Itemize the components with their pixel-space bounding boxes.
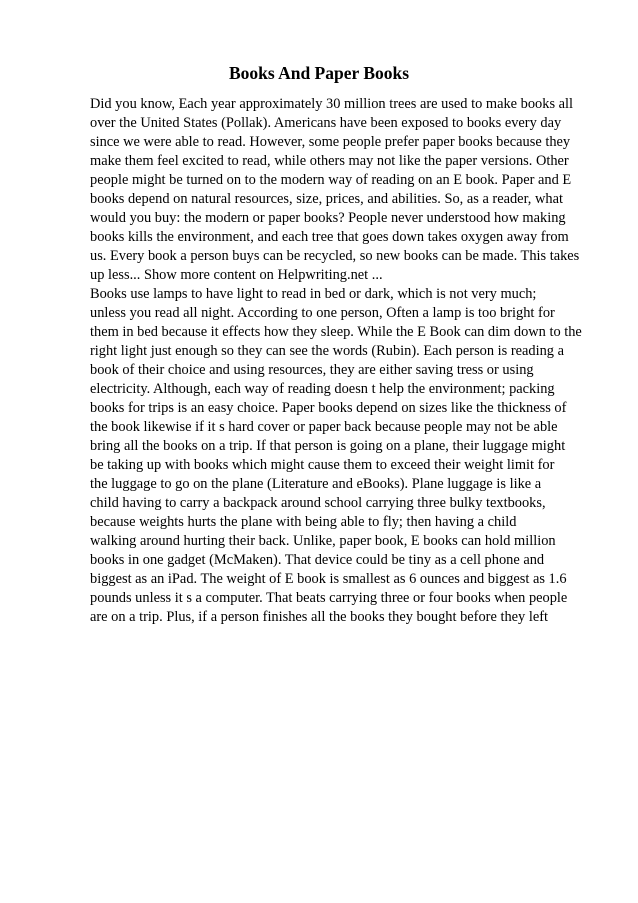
body-line: walking around hurting their back. Unlike, paper book, E books can hold million [90,533,556,549]
body-line: would you buy: the modern or paper books? People never understood how making [90,210,566,226]
body-line: biggest as an iPad. The weight of E book is smallest as 6 ounces and biggest as 1.6 [90,571,567,587]
body-line: unless you read all night. According to one person, Often a lamp is too bright for [90,305,555,321]
body-line: bring all the books on a trip. If that person is going on a plane, their luggage might [90,438,566,454]
body-line: up less... Show more content on Helpwriting.net ... [90,267,383,283]
body-line: are on a trip. Plus, if a person finishes all the books they bought before they left [90,609,548,625]
body-line: Did you know, Each year approximately 30 million trees are used to make books all [90,96,574,112]
body-line: Books use lamps to have light to read in bed or dark, which is not very much; [90,286,537,302]
body-line: the book likewise if it s hard cover or paper back because people may not be able [90,419,558,435]
body-line: books in one gadget (McMaken). That device could be tiny as a cell phone and [90,552,545,568]
body-line: them in bed because it effects how they sleep. While the E Book can dim down to the [90,324,582,340]
body-line: make them feel excited to read, while others may not like the paper versions. Other [90,153,569,169]
body-line: pounds unless it s a computer. That beats carrying three or four books when people [90,590,568,606]
body-line: book of their choice and using resources, they are either saving tress or using [90,362,534,378]
body-line: right light just enough so they can see the words (Rubin). Each person is reading a [90,343,564,359]
body-line: be taking up with books which might cause them to exceed their weight limit for [90,457,555,473]
document-title: Books And Paper Books [228,63,410,83]
body-line: over the United States (Pollak). Americans have been exposed to books every day [90,115,562,131]
body-line: books depend on natural resources, size, prices, and abilities. So, as a reader, what [90,191,563,207]
body-line: the luggage to go on the plane (Literature and eBooks). Plane luggage is like a [90,476,542,492]
body-line: electricity. Although, each way of reading doesn t help the environment; packing [90,381,555,397]
body-line: books for trips is an easy choice. Paper books depend on sizes like the thickness of [90,400,567,416]
body-line: people might be turned on to the modern way of reading on an E book. Paper and E [90,172,572,188]
body-line: because weights hurts the plane with being able to fly; then having a child [90,514,517,530]
body-line: books kills the environment, and each tree that goes down takes oxygen away from [90,229,569,245]
document-body [90,95,610,627]
body-line: child having to carry a backpack around school carrying three bulky textbooks, [90,495,546,511]
body-line: us. Every book a person buys can be recycled, so new books can be made. This takes [90,248,580,264]
body-line: since we were able to read. However, some people prefer paper books because they [90,134,571,150]
